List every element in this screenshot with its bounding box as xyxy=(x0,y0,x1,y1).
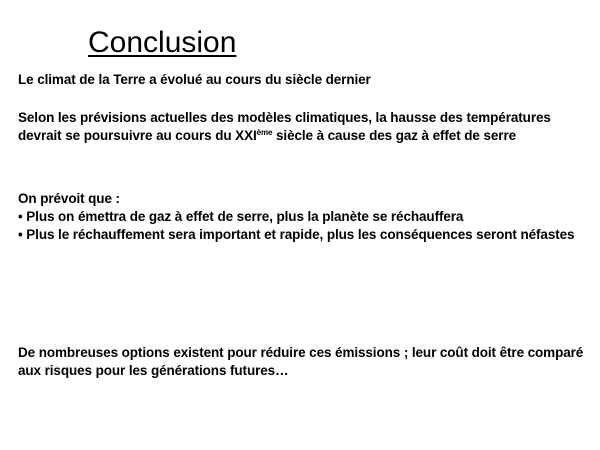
slide-title: Conclusion xyxy=(88,26,237,59)
predictions-intro: On prévoit que : xyxy=(18,191,120,206)
forecast-line-2-end: siècle à cause des gaz à effet de serre xyxy=(272,128,517,143)
paragraph-climate-evolution: Le climat de la Terre a évolué au cours du siècle dernier xyxy=(18,72,371,87)
prediction-bullet: • Plus on émettra de gaz à effet de serre, plus la planète se réchauffera xyxy=(18,209,464,224)
paragraph-predictions xyxy=(18,190,588,244)
forecast-line-2 xyxy=(18,127,588,145)
prediction-bullet: • Plus le réchauffement sera important et rapide, plus les conséquences seront néfastes xyxy=(18,227,575,242)
century-superscript: ème xyxy=(256,128,273,137)
forecast-line-2-start: devrait se poursuivre au cours du XXI xyxy=(18,128,257,143)
paragraph-options: De nombreuses options existent pour réduire ces émissions ; leur coût doit être comparé aux risques pour les générations futures… xyxy=(18,345,584,378)
paragraph-climate-forecast xyxy=(18,109,588,145)
forecast-line-1: Selon les prévisions actuelles des modèles climatiques, la hausse des températures xyxy=(18,110,551,125)
